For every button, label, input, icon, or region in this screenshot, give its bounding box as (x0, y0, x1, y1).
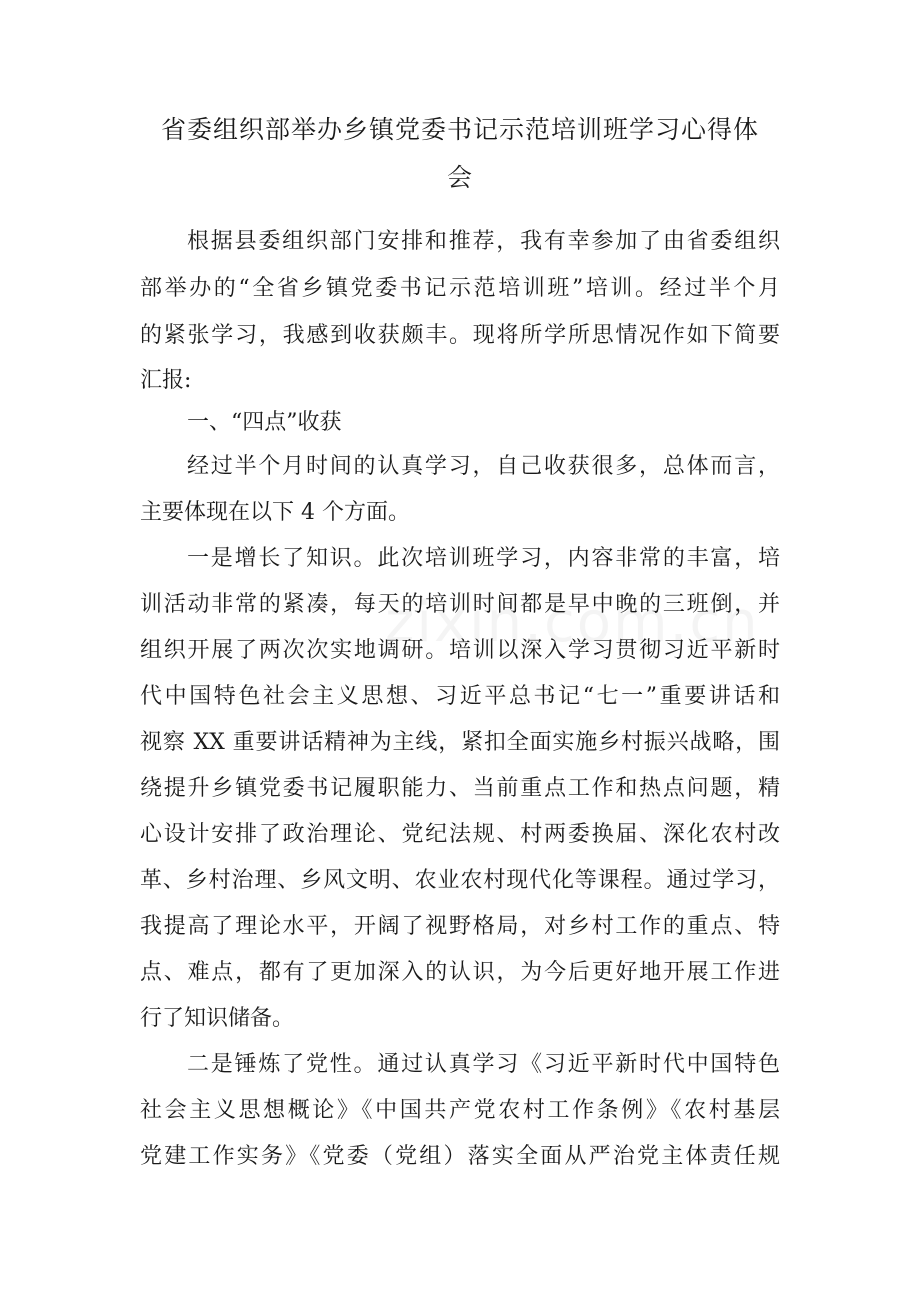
paragraph-line: 组织开展了两次次实地调研。培训以深入学习贯彻习近平新时 (140, 638, 780, 663)
document-title-line-1: 省委组织部举办乡镇党委书记示范培训班学习心得体 (160, 115, 759, 144)
paragraph-line: 社会主义思想概论》《中国共产党农村工作条例》《农村基层 (140, 1098, 780, 1123)
paragraph-line: 点、难点，都有了更加深入的认识，为今后更好地开展工作进 (140, 960, 780, 985)
paragraph-line: 训活动非常的紧凑，每天的培训时间都是早中晚的三班倒，并 (140, 592, 780, 617)
section-heading: 一、“四点”收获 (187, 410, 342, 435)
paragraph-line: 我提高了理论水平，开阔了视野格局，对乡村工作的重点、特 (140, 914, 780, 939)
paragraph-line: 二是锤炼了党性。通过认真学习《习近平新时代中国特色 (187, 1052, 780, 1077)
paragraph-line: 根据县委组织部门安排和推荐，我有幸参加了由省委组织 (187, 229, 780, 254)
paragraph-line: 经过半个月时间的认真学习，自己收获很多，总体而言， (187, 454, 780, 479)
paragraph-line: 党建工作实务》《党委（党组）落实全面从严治党主体责任规 (140, 1144, 780, 1169)
document-title-line-2: 会 (446, 163, 473, 192)
paragraph-line: 的紧张学习，我感到收获颇丰。现将所学所思情况作如下简要 (140, 323, 780, 348)
paragraph-line: 主要体现在以下 4 个方面。 (140, 500, 410, 525)
paragraph-line: 部举办的“全省乡镇党委书记示范培训班”培训。经过半个月 (140, 276, 780, 301)
paragraph-line: 视察 XX 重要讲话精神为主线，紧扣全面实施乡村振兴战略，围 (140, 730, 780, 755)
paragraph-line: 代中国特色社会主义思想、习近平总书记“七一”重要讲话和 (140, 684, 780, 709)
paragraph-line: 行了知识储备。 (140, 1006, 295, 1031)
paragraph-line: 一是增长了知识。此次培训班学习，内容非常的丰富，培 (187, 546, 780, 571)
paragraph-line: 心设计安排了政治理论、党纪法规、村两委换届、深化农村改 (140, 822, 780, 847)
paragraph-line: 绕提升乡镇党委书记履职能力、当前重点工作和热点问题，精 (140, 776, 780, 801)
paragraph-line: 革、乡村治理、乡风文明、农业农村现代化等课程。通过学习， (140, 868, 780, 893)
paragraph-line: 汇报: (140, 368, 192, 393)
